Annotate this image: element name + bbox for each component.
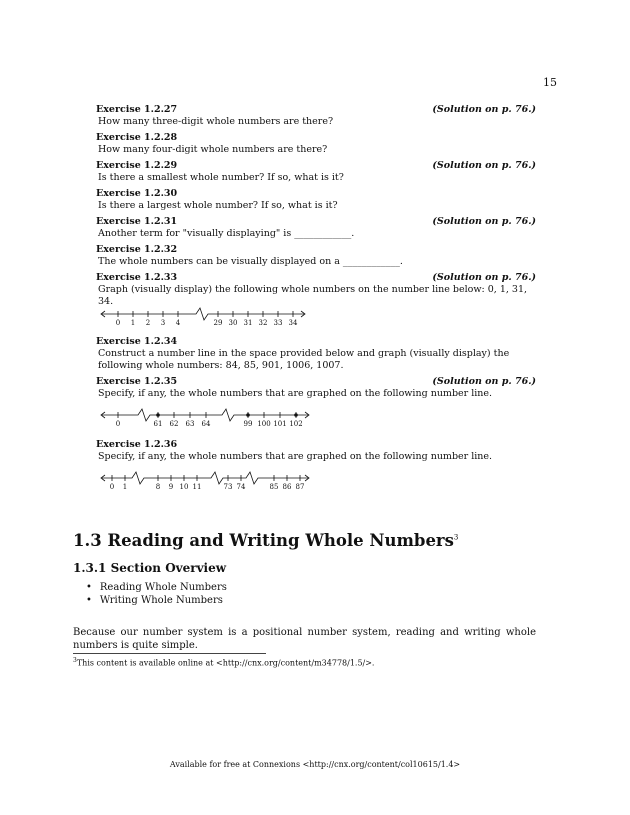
- tick-label: 2: [145, 319, 151, 327]
- exercise-title: Exercise 1.2.27: [96, 104, 178, 115]
- section-title-text: 1.3 Reading and Writing Whole Numbers: [73, 531, 454, 550]
- exercise-text: Construct a number line in the space provided below and graph (visually display) the following whole numbers: 84, 85, 901, 1006, 1007.: [98, 348, 510, 371]
- section-overview-list: [86, 581, 227, 607]
- page-footer[interactable]: Available for free at Connexions <http://cnx.org/content/col10615/1.4>: [169, 760, 461, 769]
- tick-label: 32: [258, 319, 268, 327]
- exercise-text: Graph (visually display) the following whole numbers on the number line below: 0, 1, 31, 34.: [98, 284, 528, 307]
- exercise-title: Exercise 1.2.36: [96, 439, 178, 450]
- exercise-1-2-36: [96, 439, 536, 463]
- tick-label: 1: [130, 319, 136, 327]
- tick-label: 87: [295, 483, 305, 491]
- graphed-point: [294, 413, 298, 417]
- exercise-title: Exercise 1.2.33: [96, 272, 178, 283]
- footnote-marker[interactable]: 3: [453, 533, 459, 542]
- tick-label: 61: [153, 420, 163, 428]
- tick-label: 10: [179, 483, 189, 491]
- exercise-title: Exercise 1.2.32: [96, 244, 178, 255]
- tick-label: 102: [289, 420, 303, 428]
- tick-label: 4: [175, 319, 181, 327]
- tick-label: 99: [243, 420, 253, 428]
- tick-label: 0: [115, 420, 121, 428]
- tick-label: 0: [109, 483, 115, 491]
- footnote-text[interactable]: This content is available online at <http://cnx.org/content/m34778/1.5/>.: [76, 658, 375, 668]
- exercise-text: Is there a smallest whole number? If so, what is it?: [98, 172, 344, 183]
- exercise-1-2-28: [96, 132, 536, 156]
- exercise-text: Specify, if any, the whole numbers that are graphed on the following number line.: [98, 451, 493, 462]
- exercise-text: Specify, if any, the whole numbers that are graphed on the following number line.: [98, 388, 493, 399]
- exercise-1-2-35: [96, 376, 536, 400]
- list-item: • Writing Whole Numbers: [86, 594, 227, 607]
- exercise-text: The whole numbers can be visually displayed on a ____________.: [98, 256, 403, 267]
- exercise-title: Exercise 1.2.30: [96, 188, 178, 199]
- tick-label: 100: [257, 420, 271, 428]
- tick-label: 11: [192, 483, 202, 491]
- exercise-1-2-34: [96, 336, 536, 372]
- solution-link[interactable]: (Solution on p. 76.): [432, 272, 536, 283]
- tick-label: 29: [213, 319, 223, 327]
- section-title: [73, 531, 458, 550]
- graphed-point: [246, 413, 250, 417]
- tick-label: 86: [282, 483, 292, 491]
- subsection-title: 1.3.1 Section Overview: [73, 561, 227, 575]
- page-number: 15: [543, 76, 557, 89]
- tick-label: 85: [269, 483, 279, 491]
- solution-link[interactable]: (Solution on p. 76.): [432, 216, 536, 227]
- footnote: [73, 657, 374, 668]
- tick-label: 1: [122, 483, 128, 491]
- tick-label: 30: [228, 319, 238, 327]
- number-line-svg: [96, 467, 316, 493]
- tick-label: 101: [273, 420, 287, 428]
- body-paragraph: Because our number system is a positional number system, reading and writing whole numbers is quite simple.: [73, 627, 536, 651]
- solution-link[interactable]: (Solution on p. 76.): [432, 160, 536, 171]
- tick-label: 31: [243, 319, 253, 327]
- tick-label: 9: [168, 483, 174, 491]
- exercise-text: How many three-digit whole numbers are there?: [98, 116, 334, 127]
- solution-link[interactable]: (Solution on p. 76.): [432, 376, 536, 387]
- exercise-text: How many four-digit whole numbers are there?: [98, 144, 328, 155]
- tick-label: 34: [288, 319, 298, 327]
- tick-label: 73: [223, 483, 233, 491]
- exercise-title: Exercise 1.2.31: [96, 216, 178, 227]
- tick-label: 33: [273, 319, 283, 327]
- exercise-title: Exercise 1.2.34: [96, 336, 178, 347]
- graphed-point: [156, 413, 160, 417]
- exercise-1-2-27: [96, 104, 536, 128]
- exercise-title: Exercise 1.2.29: [96, 160, 178, 171]
- tick-label: 64: [201, 420, 211, 428]
- solution-link[interactable]: (Solution on p. 76.): [432, 104, 536, 115]
- number-line-1: [96, 303, 316, 329]
- number-line-3: [96, 467, 316, 493]
- number-line-svg: [96, 303, 316, 329]
- tick-label: 63: [185, 420, 195, 428]
- exercise-1-2-30: [96, 188, 536, 212]
- exercise-1-2-32: [96, 244, 536, 268]
- number-line-svg: [96, 404, 316, 430]
- footnote-divider: [73, 653, 266, 654]
- tick-label: 62: [169, 420, 179, 428]
- tick-label: 3: [160, 319, 166, 327]
- exercise-text: Another term for "visually displaying" is ____________.: [98, 228, 355, 239]
- tick-label: 8: [155, 483, 161, 491]
- number-line-2: [96, 404, 316, 430]
- exercise-title: Exercise 1.2.35: [96, 376, 178, 387]
- exercise-1-2-31: [96, 216, 536, 240]
- footnote-marker: 3: [73, 657, 77, 664]
- tick-label: 74: [236, 483, 246, 491]
- tick-label: 0: [115, 319, 121, 327]
- exercise-text: Is there a largest whole number? If so, what is it?: [98, 200, 338, 211]
- exercise-title: Exercise 1.2.28: [96, 132, 178, 143]
- list-item: • Reading Whole Numbers: [86, 581, 227, 594]
- exercise-1-2-29: [96, 160, 536, 184]
